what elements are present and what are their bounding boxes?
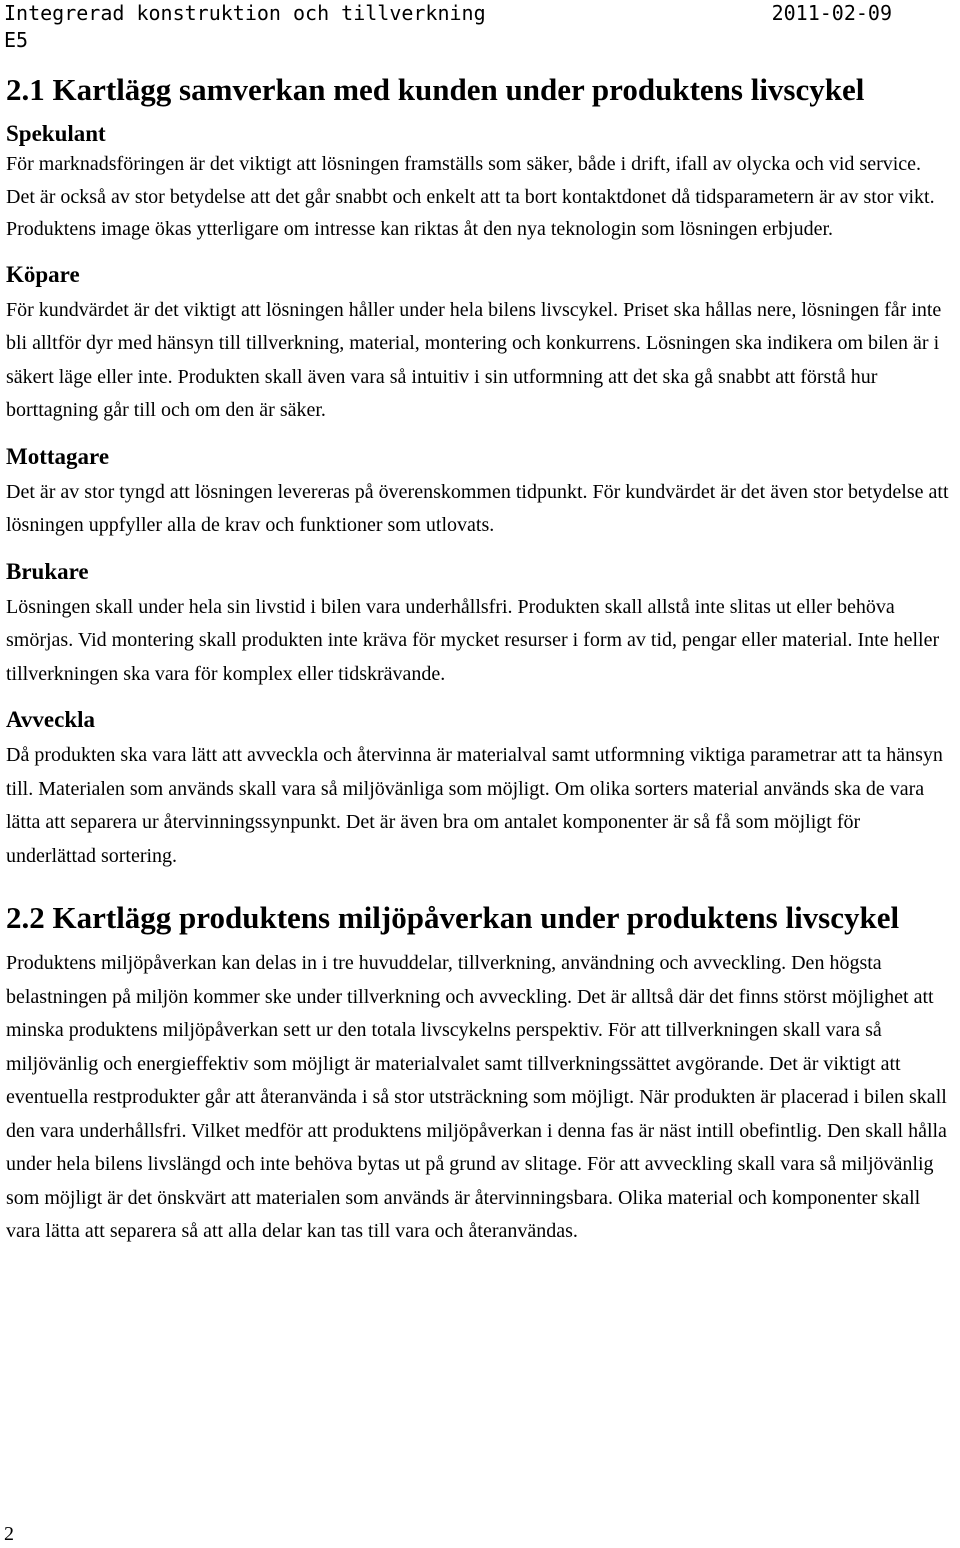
subsection-kopare (6, 260, 954, 428)
section-2-1-title: 2.1 Kartlägg samverkan med kunden under produktens livscykel (6, 72, 865, 107)
subsection-text: För kundvärdet är det viktigt att lösningen håller under hela bilens livscykel. Priset ska hållas nere, lösningen får inte bli alltför dyr med hänsyn till tillverkning, material, montering och konkurrens. Lösningen ska indikera om bilen är i säkert läge eller inte. Produkten skall även vara så intuitiv i sin utformning att det ska gå snabbt att förstå hur borttagning går till och om den är säker. (6, 298, 942, 421)
section-2-2-title: 2.2 Kartlägg produktens miljöpåverkan under produktens livscykel (6, 900, 900, 935)
subsection-heading: Mottagare (6, 443, 110, 469)
header-date: 2011-02-09 (771, 1, 892, 25)
header-group-code: E5 (4, 28, 29, 52)
subsection-avveckla (6, 705, 954, 873)
subsection-text: Lösningen skall under hela sin livstid i bilen vara underhållsfri. Produkten skall allstå inte slitas ut eller behöva smörjas. Vid montering skall produkten inte kräva för mycket resurser i form av tid, pengar eller material. Inte heller tillverkningen ska vara för komplex eller tidskrävande. (6, 595, 940, 685)
document-body (6, 70, 954, 1249)
subsection-spekulant (6, 120, 954, 246)
subsection-text: Då produkten ska vara lätt att avveckla och återvinna är materialval samt utformning viktiga parametrar att ta hänsyn till. Materialen som används skall vara så miljövänliga som möjligt. Om olika sorters material används ska de vara lätta att separera ur återvinningssynpunkt. Det är även bra om antalet komponenter är så få som möjligt för underlättad sortering. (6, 744, 943, 867)
section-2-2-text: Produktens miljöpåverkan kan delas in i tre huvuddelar, tillverkning, användning och avveckling. Den högsta belastningen på miljön kommer ske under tillverkning och avveckling. Det är alltså där det finns störst möjlighet att minska produktens miljöpåverkan sett ur den totala livscykelns perspektiv. För att tillverkningen skall vara så miljövänlig och energieffektiv som möjligt är materialvalet samt tillverkningssättet avgörande. Det är viktigt att eventuella restprodukter går att återanvända i så stor utsträckning som möjligt. När produkten är placerad i bilen skall den vara underhållsfri. Vilket medför att produktens miljöpåverkan i denna fas är näst intill obefintlig. Den skall hålla under hela bilens livslängd och inte behöva bytas ut på grund av slitage. För att avveckling skall vara så miljövänlig som möjligt är det önskvärt att materialen som används är återvinningsbara. Olika material och komponenter skall vara lätta att separera så att alla delar kan tas till vara och återanvändas. (6, 952, 947, 1242)
subsection-text: För marknadsföringen är det viktigt att lösningen framställs som säker, både i drift, ifall av olycka och vid service. Det är också av stor betydelse att det går snabbt och enkelt att ta bort kontaktdonet då tidsparametern är av stor vikt. Produktens image ökas ytterligare om intresse kan riktas åt den nya teknologin som lösningen erbjuder. (6, 153, 935, 240)
subsection-text: Det är av stor tyngd att lösningen levereras på överenskommen tidpunkt. För kundvärdet är det även stor betydelse att lösningen uppfyller alla de krav och funktioner som utlovats. (6, 480, 949, 536)
subsection-heading: Brukare (6, 558, 89, 584)
section-2-2 (6, 895, 954, 1249)
page-header (4, 0, 954, 28)
subsection-heading: Köpare (6, 261, 80, 287)
subsection-heading: Spekulant (6, 121, 106, 146)
subsection-brukare (6, 557, 954, 692)
header-course-title: Integrerad konstruktion och tillverkning (4, 1, 486, 25)
subsection-mottagare (6, 442, 954, 543)
page-number: 2 (4, 1523, 14, 1545)
subsection-heading: Avveckla (6, 707, 96, 732)
